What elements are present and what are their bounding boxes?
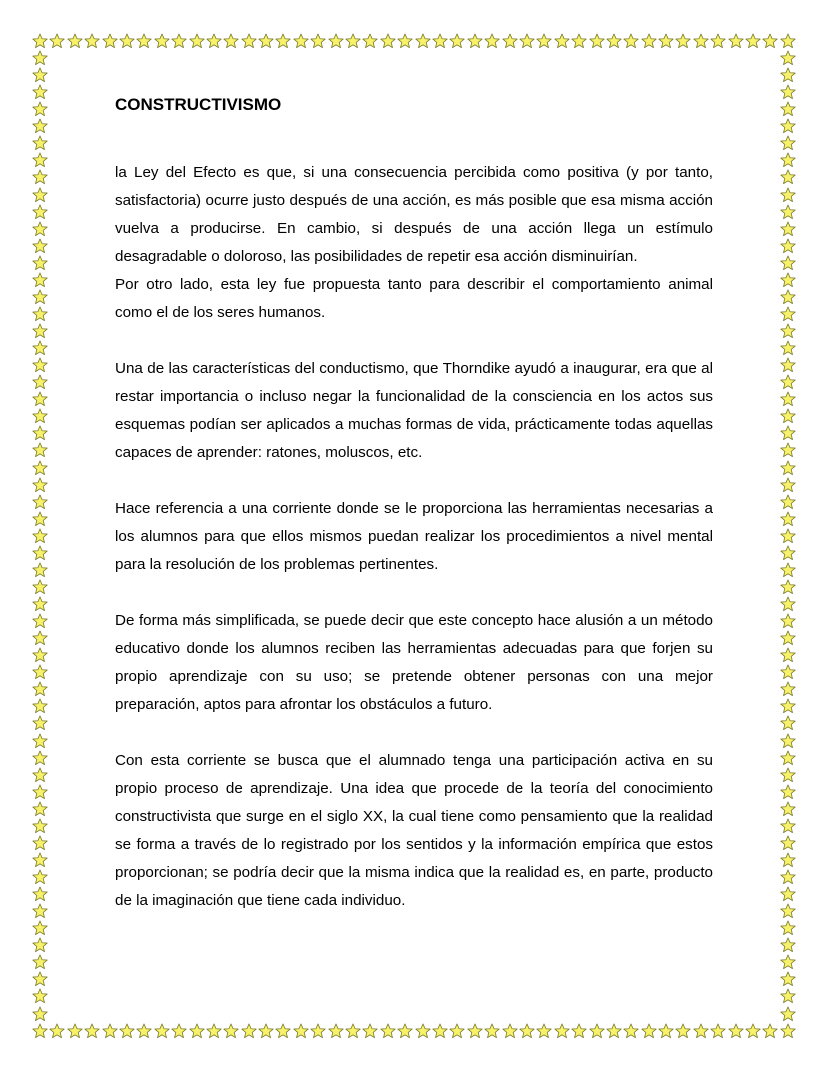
star-icon [32, 733, 48, 749]
star-icon [641, 33, 657, 49]
star-icon [780, 84, 796, 100]
star-icon [728, 33, 744, 49]
star-icon [780, 50, 796, 66]
star-icon [606, 1023, 622, 1039]
star-icon [32, 715, 48, 731]
star-icon [328, 33, 344, 49]
star-icon [32, 886, 48, 902]
star-icon [32, 784, 48, 800]
star-icon [32, 647, 48, 663]
star-icon [32, 33, 48, 49]
star-icon [154, 1023, 170, 1039]
star-icon [762, 1023, 778, 1039]
star-icon [32, 971, 48, 987]
star-icon [780, 391, 796, 407]
star-icon [780, 1023, 796, 1039]
star-icon [32, 596, 48, 612]
star-icon [519, 33, 535, 49]
paragraph-conductismo: Una de las características del conductismo, que Thorndike ayudó a inaugurar, era que al restar importancia o incluso negar la funcionalidad de la consciencia en los actos sus esquemas podían ser aplicados a muchas formas de vida, prácticamente todas aquellas capaces de aprender: ratones, moluscos, etc. [115, 360, 713, 461]
star-icon [780, 289, 796, 305]
star-icon [780, 784, 796, 800]
star-icon [780, 272, 796, 288]
star-icon [780, 323, 796, 339]
star-icon [780, 954, 796, 970]
star-icon [780, 886, 796, 902]
star-icon [32, 562, 48, 578]
star-icon [780, 187, 796, 203]
star-icon [658, 33, 674, 49]
star-icon [710, 1023, 726, 1039]
paragraph-ley-del-efecto: la Ley del Efecto es que, si una consecuencia percibida como positiva (y por tanto, satisfactoria) ocurre justo después de una acción, es más posible que esa misma acción vuelva a producirse. En cambio, si después de una acción llega un estímulo desagradable o doloroso, las posibilidades de repetir esa acción disminuirían. [115, 164, 713, 265]
star-icon [310, 33, 326, 49]
star-icon [780, 169, 796, 185]
star-icon [32, 255, 48, 271]
star-icon [32, 272, 48, 288]
star-icon [467, 33, 483, 49]
star-icon [780, 118, 796, 134]
star-icon [32, 937, 48, 953]
star-icon [32, 408, 48, 424]
star-icon [449, 1023, 465, 1039]
star-icon [780, 664, 796, 680]
star-icon [589, 33, 605, 49]
star-icon [362, 33, 378, 49]
star-icon [32, 681, 48, 697]
star-icon [32, 289, 48, 305]
star-icon [32, 118, 48, 134]
star-icon [32, 221, 48, 237]
star-icon [710, 33, 726, 49]
star-icon [32, 67, 48, 83]
star-icon [32, 204, 48, 220]
star-icon [310, 1023, 326, 1039]
star-icon [241, 1023, 257, 1039]
star-icon [780, 767, 796, 783]
star-icon [415, 33, 431, 49]
star-icon [536, 33, 552, 49]
star-border-top [32, 33, 796, 49]
star-icon [728, 1023, 744, 1039]
star-icon [780, 33, 796, 49]
star-icon [571, 33, 587, 49]
star-icon [780, 494, 796, 510]
star-icon [32, 920, 48, 936]
star-icon [32, 954, 48, 970]
star-icon [780, 733, 796, 749]
star-icon [223, 1023, 239, 1039]
star-icon [136, 1023, 152, 1039]
star-icon [258, 33, 274, 49]
star-icon [32, 511, 48, 527]
star-icon [780, 460, 796, 476]
star-icon [571, 1023, 587, 1039]
star-icon [102, 1023, 118, 1039]
star-icon [780, 255, 796, 271]
star-icon [762, 33, 778, 49]
paragraph-gap [115, 467, 713, 495]
star-icon [380, 1023, 396, 1039]
star-icon [780, 971, 796, 987]
star-icon [623, 1023, 639, 1039]
document-title: CONSTRUCTIVISMO [115, 95, 282, 114]
paragraph-participacion: Con esta corriente se busca que el alumnado tenga una participación activa en su propio proceso de aprendizaje. Una idea que procede de la teoría del conocimiento constructivista que surge en el siglo XX, la cual tiene como pensamiento que la realidad se forma a través de lo registrado por los sentidos y la información empírica que estos proporcionan; se podría decir que la misma indica que la realidad es, en parte, producto de la imaginación que tiene cada individuo. [115, 752, 713, 909]
star-icon [32, 613, 48, 629]
star-icon [32, 135, 48, 151]
star-icon [32, 357, 48, 373]
star-icon [780, 477, 796, 493]
star-icon [780, 67, 796, 83]
star-icon [780, 715, 796, 731]
star-icon [675, 1023, 691, 1039]
star-icon [449, 33, 465, 49]
star-icon [189, 1023, 205, 1039]
star-icon [502, 1023, 518, 1039]
star-icon [623, 33, 639, 49]
star-icon [432, 1023, 448, 1039]
star-icon [32, 1023, 48, 1039]
star-icon [32, 698, 48, 714]
star-icon [32, 818, 48, 834]
star-icon [102, 33, 118, 49]
star-icon [780, 562, 796, 578]
star-icon [32, 528, 48, 544]
star-icon [519, 1023, 535, 1039]
star-icon [345, 1023, 361, 1039]
star-icon [84, 33, 100, 49]
star-icon [780, 135, 796, 151]
star-icon [206, 1023, 222, 1039]
star-icon [780, 818, 796, 834]
star-icon [32, 1006, 48, 1022]
star-icon [32, 425, 48, 441]
star-icon [554, 33, 570, 49]
star-icon [780, 545, 796, 561]
star-icon [32, 152, 48, 168]
star-icon [171, 1023, 187, 1039]
star-icon [189, 33, 205, 49]
star-icon [780, 579, 796, 595]
star-icon [780, 920, 796, 936]
paragraph-otro-lado: Por otro lado, esta ley fue propuesta tanto para describir el comportamiento animal como el de los seres humanos. [115, 276, 713, 321]
star-icon [780, 152, 796, 168]
star-icon [780, 101, 796, 117]
star-icon [745, 33, 761, 49]
star-icon [536, 1023, 552, 1039]
star-icon [641, 1023, 657, 1039]
paragraph-gap [115, 327, 713, 355]
star-icon [275, 1023, 291, 1039]
star-icon [119, 33, 135, 49]
star-icon [32, 442, 48, 458]
star-icon [241, 33, 257, 49]
star-icon [397, 1023, 413, 1039]
star-icon [206, 33, 222, 49]
star-icon [658, 1023, 674, 1039]
star-icon [32, 169, 48, 185]
star-icon [780, 511, 796, 527]
star-icon [32, 84, 48, 100]
star-icon [32, 323, 48, 339]
star-icon [275, 33, 291, 49]
star-icon [554, 1023, 570, 1039]
star-icon [32, 767, 48, 783]
star-icon [119, 1023, 135, 1039]
star-icon [780, 852, 796, 868]
star-icon [780, 204, 796, 220]
star-icon [136, 33, 152, 49]
star-icon [32, 750, 48, 766]
star-icon [32, 494, 48, 510]
star-icon [780, 1006, 796, 1022]
star-icon [32, 187, 48, 203]
star-icon [415, 1023, 431, 1039]
star-icon [693, 33, 709, 49]
star-icon [780, 681, 796, 697]
star-icon [293, 33, 309, 49]
star-icon [780, 425, 796, 441]
star-icon [32, 477, 48, 493]
star-icon [780, 221, 796, 237]
star-icon [32, 374, 48, 390]
star-icon [171, 33, 187, 49]
star-icon [606, 33, 622, 49]
paragraph-gap [115, 579, 713, 607]
star-icon [780, 698, 796, 714]
star-border-left [32, 50, 48, 1022]
star-icon [258, 1023, 274, 1039]
star-icon [362, 1023, 378, 1039]
star-icon [780, 528, 796, 544]
star-icon [32, 101, 48, 117]
star-icon [780, 750, 796, 766]
star-icon [32, 852, 48, 868]
star-icon [32, 50, 48, 66]
star-icon [484, 1023, 500, 1039]
star-icon [397, 33, 413, 49]
star-icon [502, 33, 518, 49]
paragraph-gap [115, 719, 713, 747]
star-icon [380, 33, 396, 49]
star-icon [780, 596, 796, 612]
star-icon [780, 357, 796, 373]
star-icon [32, 903, 48, 919]
star-icon [32, 869, 48, 885]
star-icon [675, 33, 691, 49]
star-icon [32, 988, 48, 1004]
paragraph-simplificada: De forma más simplificada, se puede decir que este concepto hace alusión a un método educativo donde los alumnos reciben las herramientas adecuadas para que forjen su propio aprendizaje con su uso; se pretende obtener personas con una mejor preparación, aptos para afrontar los obstáculos a futuro. [115, 612, 713, 713]
paragraph-corriente: Hace referencia a una corriente donde se le proporciona las herramientas necesarias a los alumnos para que ellos mismos puedan realizar los procedimientos a nivel mental para la resolución de los problemas pertinentes. [115, 500, 713, 573]
star-icon [32, 835, 48, 851]
document-body [115, 95, 713, 915]
star-icon [780, 442, 796, 458]
star-icon [432, 33, 448, 49]
star-icon [780, 613, 796, 629]
star-icon [32, 340, 48, 356]
star-icon [32, 630, 48, 646]
star-icon [154, 33, 170, 49]
star-border-right [780, 50, 796, 1022]
star-icon [32, 545, 48, 561]
star-icon [32, 664, 48, 680]
star-border-bottom [32, 1023, 796, 1039]
star-icon [780, 408, 796, 424]
star-icon [32, 801, 48, 817]
star-icon [589, 1023, 605, 1039]
star-icon [780, 903, 796, 919]
star-icon [32, 579, 48, 595]
star-icon [223, 33, 239, 49]
star-icon [745, 1023, 761, 1039]
star-icon [780, 937, 796, 953]
star-icon [67, 33, 83, 49]
star-icon [49, 1023, 65, 1039]
star-icon [780, 306, 796, 322]
star-icon [780, 835, 796, 851]
star-icon [345, 33, 361, 49]
star-icon [780, 340, 796, 356]
star-icon [32, 391, 48, 407]
star-icon [780, 647, 796, 663]
star-icon [293, 1023, 309, 1039]
star-icon [67, 1023, 83, 1039]
star-icon [328, 1023, 344, 1039]
star-icon [84, 1023, 100, 1039]
star-icon [49, 33, 65, 49]
star-icon [780, 801, 796, 817]
star-icon [780, 238, 796, 254]
star-icon [693, 1023, 709, 1039]
star-icon [467, 1023, 483, 1039]
star-icon [780, 630, 796, 646]
star-icon [484, 33, 500, 49]
star-icon [32, 306, 48, 322]
star-icon [780, 374, 796, 390]
star-icon [780, 988, 796, 1004]
star-icon [32, 238, 48, 254]
star-icon [780, 869, 796, 885]
star-icon [32, 460, 48, 476]
